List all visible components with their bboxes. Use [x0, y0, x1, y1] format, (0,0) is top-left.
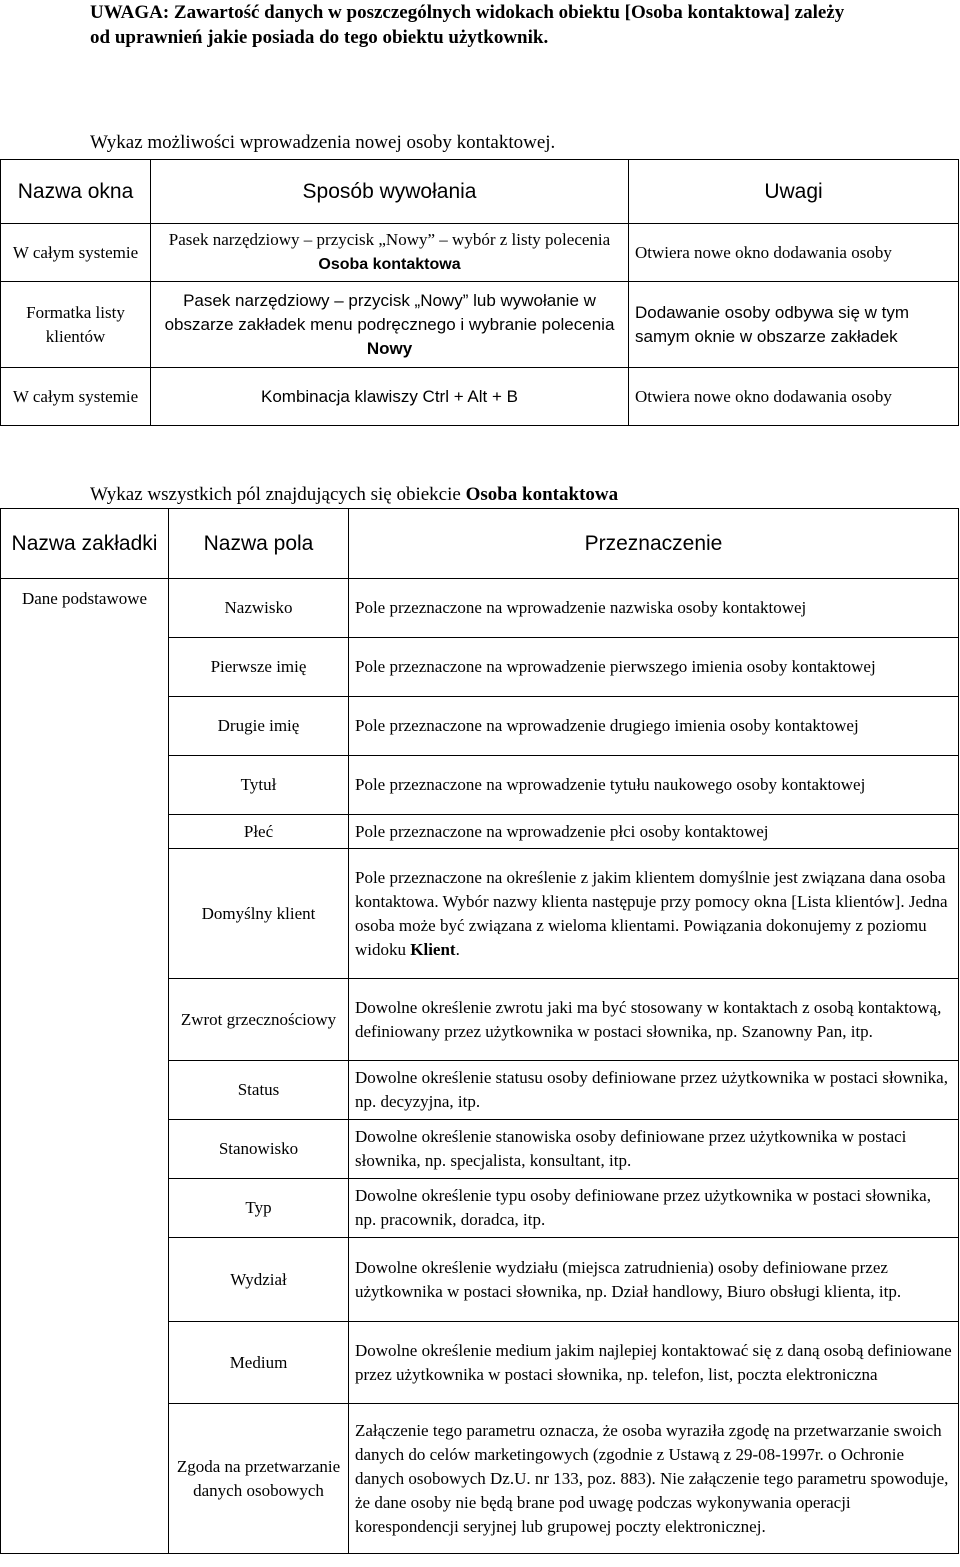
cell-field: Zwrot grzecznościowy	[169, 979, 349, 1061]
cell-purpose: Pole przeznaczone na wprowadzenie drugiego imienia osoby kontaktowej	[349, 697, 959, 756]
cell-field: Drugie imię	[169, 697, 349, 756]
cell-purpose: Pole przeznaczone na wprowadzenie pierwszego imienia osoby kontaktowej	[349, 638, 959, 697]
cell-purpose: Pole przeznaczone na określenie z jakim klientem domyślnie jest związana dana osoba kontaktowa. Wybór nazwy klienta następuje przy pomocy okna [Lista klientów]. Jedna osoba może być związana z wieloma klientami. Powiązania dokonujemy z poziomu widoku Klient.	[349, 849, 959, 979]
cell-purpose: Załączenie tego parametru oznacza, że osoba wyraziła zgodę na przetwarzanie swoich danych do celów marketingowych (zgodnie z Ustawą z 29-08-1997r. o Ochronie danych osobowych Dz.U. nr 133, poz. 883). Nie załączenie tego parametru spowoduje, że dane osoby nie będą brane pod uwagę podczas wykonywania operacji korespondencji seryjnej lub grupowej poczty elektronicznej.	[349, 1404, 959, 1554]
cell-notes: Dodawanie osoby odbywa się w tym samym oknie w obszarze zakładek	[629, 282, 959, 368]
methods-table	[0, 159, 959, 426]
cell-purpose: Pole przeznaczone na wprowadzenie nazwiska osoby kontaktowej	[349, 579, 959, 638]
header-tab: Nazwa zakładki	[1, 509, 169, 579]
cell-purpose: Pole przeznaczone na wprowadzenie płci osoby kontaktowej	[349, 815, 959, 849]
cell-field: Stanowisko	[169, 1120, 349, 1179]
cell-field: Płeć	[169, 815, 349, 849]
table-row	[1, 579, 959, 638]
cell-method: Kombinacja klawiszy Ctrl + Alt + B	[151, 368, 629, 426]
cell-field: Nazwisko	[169, 579, 349, 638]
cell-field: Typ	[169, 1179, 349, 1238]
cell-notes: Otwiera nowe okno dodawania osoby	[629, 224, 959, 282]
header-field: Nazwa pola	[169, 509, 349, 579]
cell-purpose: Dowolne określenie stanowiska osoby definiowane przez użytkownika w postaci słownika, np. specjalista, konsultant, itp.	[349, 1120, 959, 1179]
cell-field: Domyślny klient	[169, 849, 349, 979]
table-header-row	[1, 509, 959, 579]
cell-window: Formatka listy klientów	[1, 282, 151, 368]
cell-purpose: Dowolne określenie wydziału (miejsca zatrudnienia) osoby definiowane przez użytkownika w postaci słownika, np. Dział handlowy, Biuro obsługi klienta, itp.	[349, 1238, 959, 1322]
cell-window: W całym systemie	[1, 224, 151, 282]
table-row	[1, 224, 959, 282]
cell-method: Pasek narzędziowy – przycisk „Nowy” lub wywołanie w obszarze zakładek menu podręcznego i wybranie polecenia Nowy	[151, 282, 629, 368]
cell-field: Pierwsze imię	[169, 638, 349, 697]
cell-purpose: Pole przeznaczone na wprowadzenie tytułu naukowego osoby kontaktowej	[349, 756, 959, 815]
cell-purpose: Dowolne określenie statusu osoby definiowane przez użytkownika w postaci słownika, np. decyzyjna, itp.	[349, 1061, 959, 1120]
header-purpose: Przeznaczenie	[349, 509, 959, 579]
table-row	[1, 368, 959, 426]
cell-tab-name: Dane podstawowe	[1, 579, 169, 1554]
header-notes: Uwagi	[629, 160, 959, 224]
fields-table	[0, 508, 959, 1554]
caption-all-fields: Wykaz wszystkich pól znajdujących się obiekcie Osoba kontaktowa	[90, 484, 619, 505]
warning-note: UWAGA: Zawartość danych w poszczególnych widokach obiektu [Osoba kontaktowa] zależy od uprawnień jakie posiada do tego obiektu użytkownik.	[90, 2, 845, 48]
header-window: Nazwa okna	[1, 160, 151, 224]
cell-method: Pasek narzędziowy – przycisk „Nowy” – wybór z listy polecenia Osoba kontaktowa	[151, 224, 629, 282]
cell-field: Medium	[169, 1322, 349, 1404]
cell-field: Tytuł	[169, 756, 349, 815]
cell-purpose: Dowolne określenie typu osoby definiowane przez użytkownika w postaci słownika, np. pracownik, doradca, itp.	[349, 1179, 959, 1238]
cell-purpose: Dowolne określenie medium jakim najlepiej kontaktować się z daną osobą definiowane przez użytkownika w postaci słownika, np. telefon, list, poczta elektroniczna	[349, 1322, 959, 1404]
cell-notes: Otwiera nowe okno dodawania osoby	[629, 368, 959, 426]
table-header-row	[1, 160, 959, 224]
table-row	[1, 282, 959, 368]
cell-field: Zgoda na przetwarzanie danych osobowych	[169, 1404, 349, 1554]
caption-new-contact: Wykaz możliwości wprowadzenia nowej osoby kontaktowej.	[90, 132, 556, 153]
cell-purpose: Dowolne określenie zwrotu jaki ma być stosowany w kontaktach z osobą kontaktową, definiowany przez użytkownika w postaci słownika, np. Szanowny Pan, itp.	[349, 979, 959, 1061]
cell-window: W całym systemie	[1, 368, 151, 426]
cell-field: Wydział	[169, 1238, 349, 1322]
cell-field: Status	[169, 1061, 349, 1120]
header-method: Sposób wywołania	[151, 160, 629, 224]
